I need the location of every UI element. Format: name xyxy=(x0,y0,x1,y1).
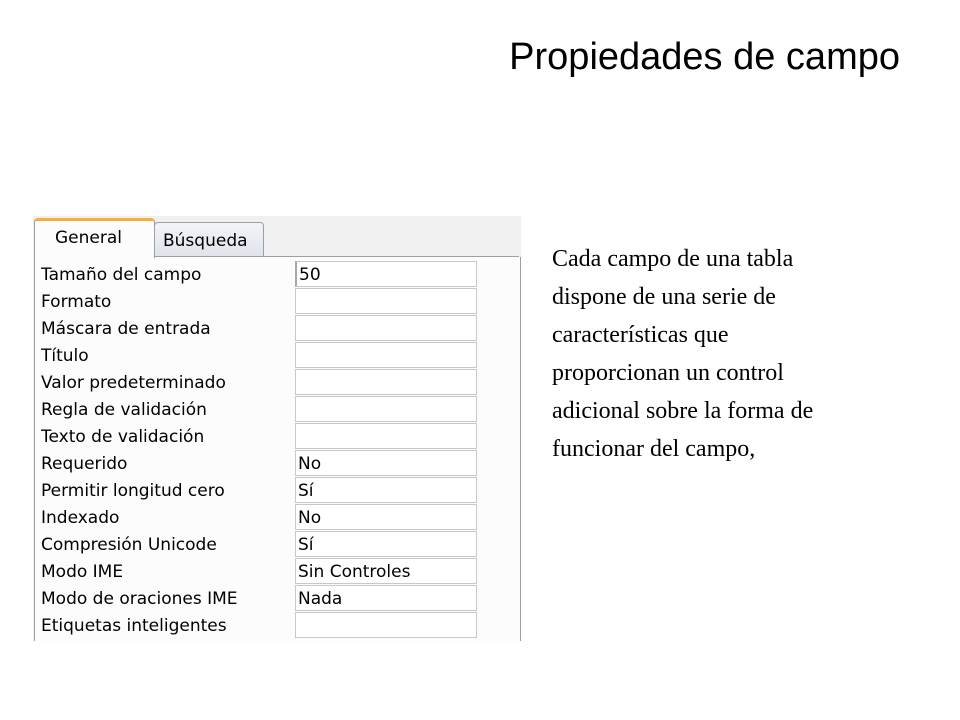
property-label: Texto de validación xyxy=(41,427,205,447)
property-row-etiquetas-inteligentes xyxy=(35,612,520,639)
property-value-field[interactable] xyxy=(295,288,477,314)
property-row-tamano-del-campo xyxy=(35,261,520,288)
field-properties-panel xyxy=(33,216,521,641)
property-label: Etiquetas inteligentes xyxy=(41,616,227,636)
property-value-field[interactable] xyxy=(295,612,477,638)
property-label: Permitir longitud cero xyxy=(41,481,225,501)
property-label: Modo IME xyxy=(41,562,124,582)
property-row-mascara-de-entrada xyxy=(35,315,520,342)
tab-general[interactable]: General xyxy=(34,218,155,258)
property-label: Formato xyxy=(41,292,112,312)
slide-title: Propiedades de campo xyxy=(509,36,900,78)
property-row-titulo xyxy=(35,342,520,369)
property-label: Tamaño del campo xyxy=(41,265,202,285)
property-row-requerido xyxy=(35,450,520,477)
description-line: dispone de una serie de xyxy=(552,284,776,310)
description-line: adicional sobre la forma de xyxy=(552,398,814,424)
property-label: Máscara de entrada xyxy=(41,319,211,339)
property-label: Compresión Unicode xyxy=(41,535,217,555)
property-label: Requerido xyxy=(41,454,128,474)
property-value-field[interactable] xyxy=(295,369,477,395)
tab-strip xyxy=(33,216,521,257)
property-label: Valor predeterminado xyxy=(41,373,226,393)
property-value-field[interactable]: Nada xyxy=(295,585,477,611)
property-label: Modo de oraciones IME xyxy=(41,589,238,609)
property-value-field[interactable]: 50 xyxy=(295,261,477,287)
property-label: Indexado xyxy=(41,508,120,528)
property-value-field[interactable]: No xyxy=(295,504,477,530)
description-line: funcionar del campo, xyxy=(552,436,756,462)
property-value-field[interactable]: Sí xyxy=(295,477,477,503)
description-line: Cada campo de una tabla xyxy=(552,246,794,272)
property-row-regla-de-validacion xyxy=(35,396,520,423)
properties-grid xyxy=(34,257,521,641)
description-line: proporcionan un control xyxy=(552,360,784,386)
property-row-modo-de-oraciones-ime xyxy=(35,585,520,612)
property-value-field[interactable]: No xyxy=(295,450,477,476)
property-row-formato xyxy=(35,288,520,315)
property-label: Título xyxy=(41,346,89,366)
property-value-field[interactable]: Sin Controles xyxy=(295,558,477,584)
tab-busqueda[interactable]: Búsqueda xyxy=(154,222,264,257)
property-row-indexado xyxy=(35,504,520,531)
property-row-texto-de-validacion xyxy=(35,423,520,450)
property-value-field[interactable] xyxy=(295,315,477,341)
property-value-field[interactable] xyxy=(295,423,477,449)
property-row-modo-ime xyxy=(35,558,520,585)
property-label: Regla de validación xyxy=(41,400,207,420)
property-value-field[interactable]: Sí xyxy=(295,531,477,557)
property-row-valor-predeterminado xyxy=(35,369,520,396)
property-value-field[interactable] xyxy=(295,342,477,368)
description-line: características que xyxy=(552,322,729,348)
property-row-permitir-longitud-cero xyxy=(35,477,520,504)
description-text xyxy=(552,240,922,468)
property-value-field[interactable] xyxy=(295,396,477,422)
property-row-compresion-unicode xyxy=(35,531,520,558)
